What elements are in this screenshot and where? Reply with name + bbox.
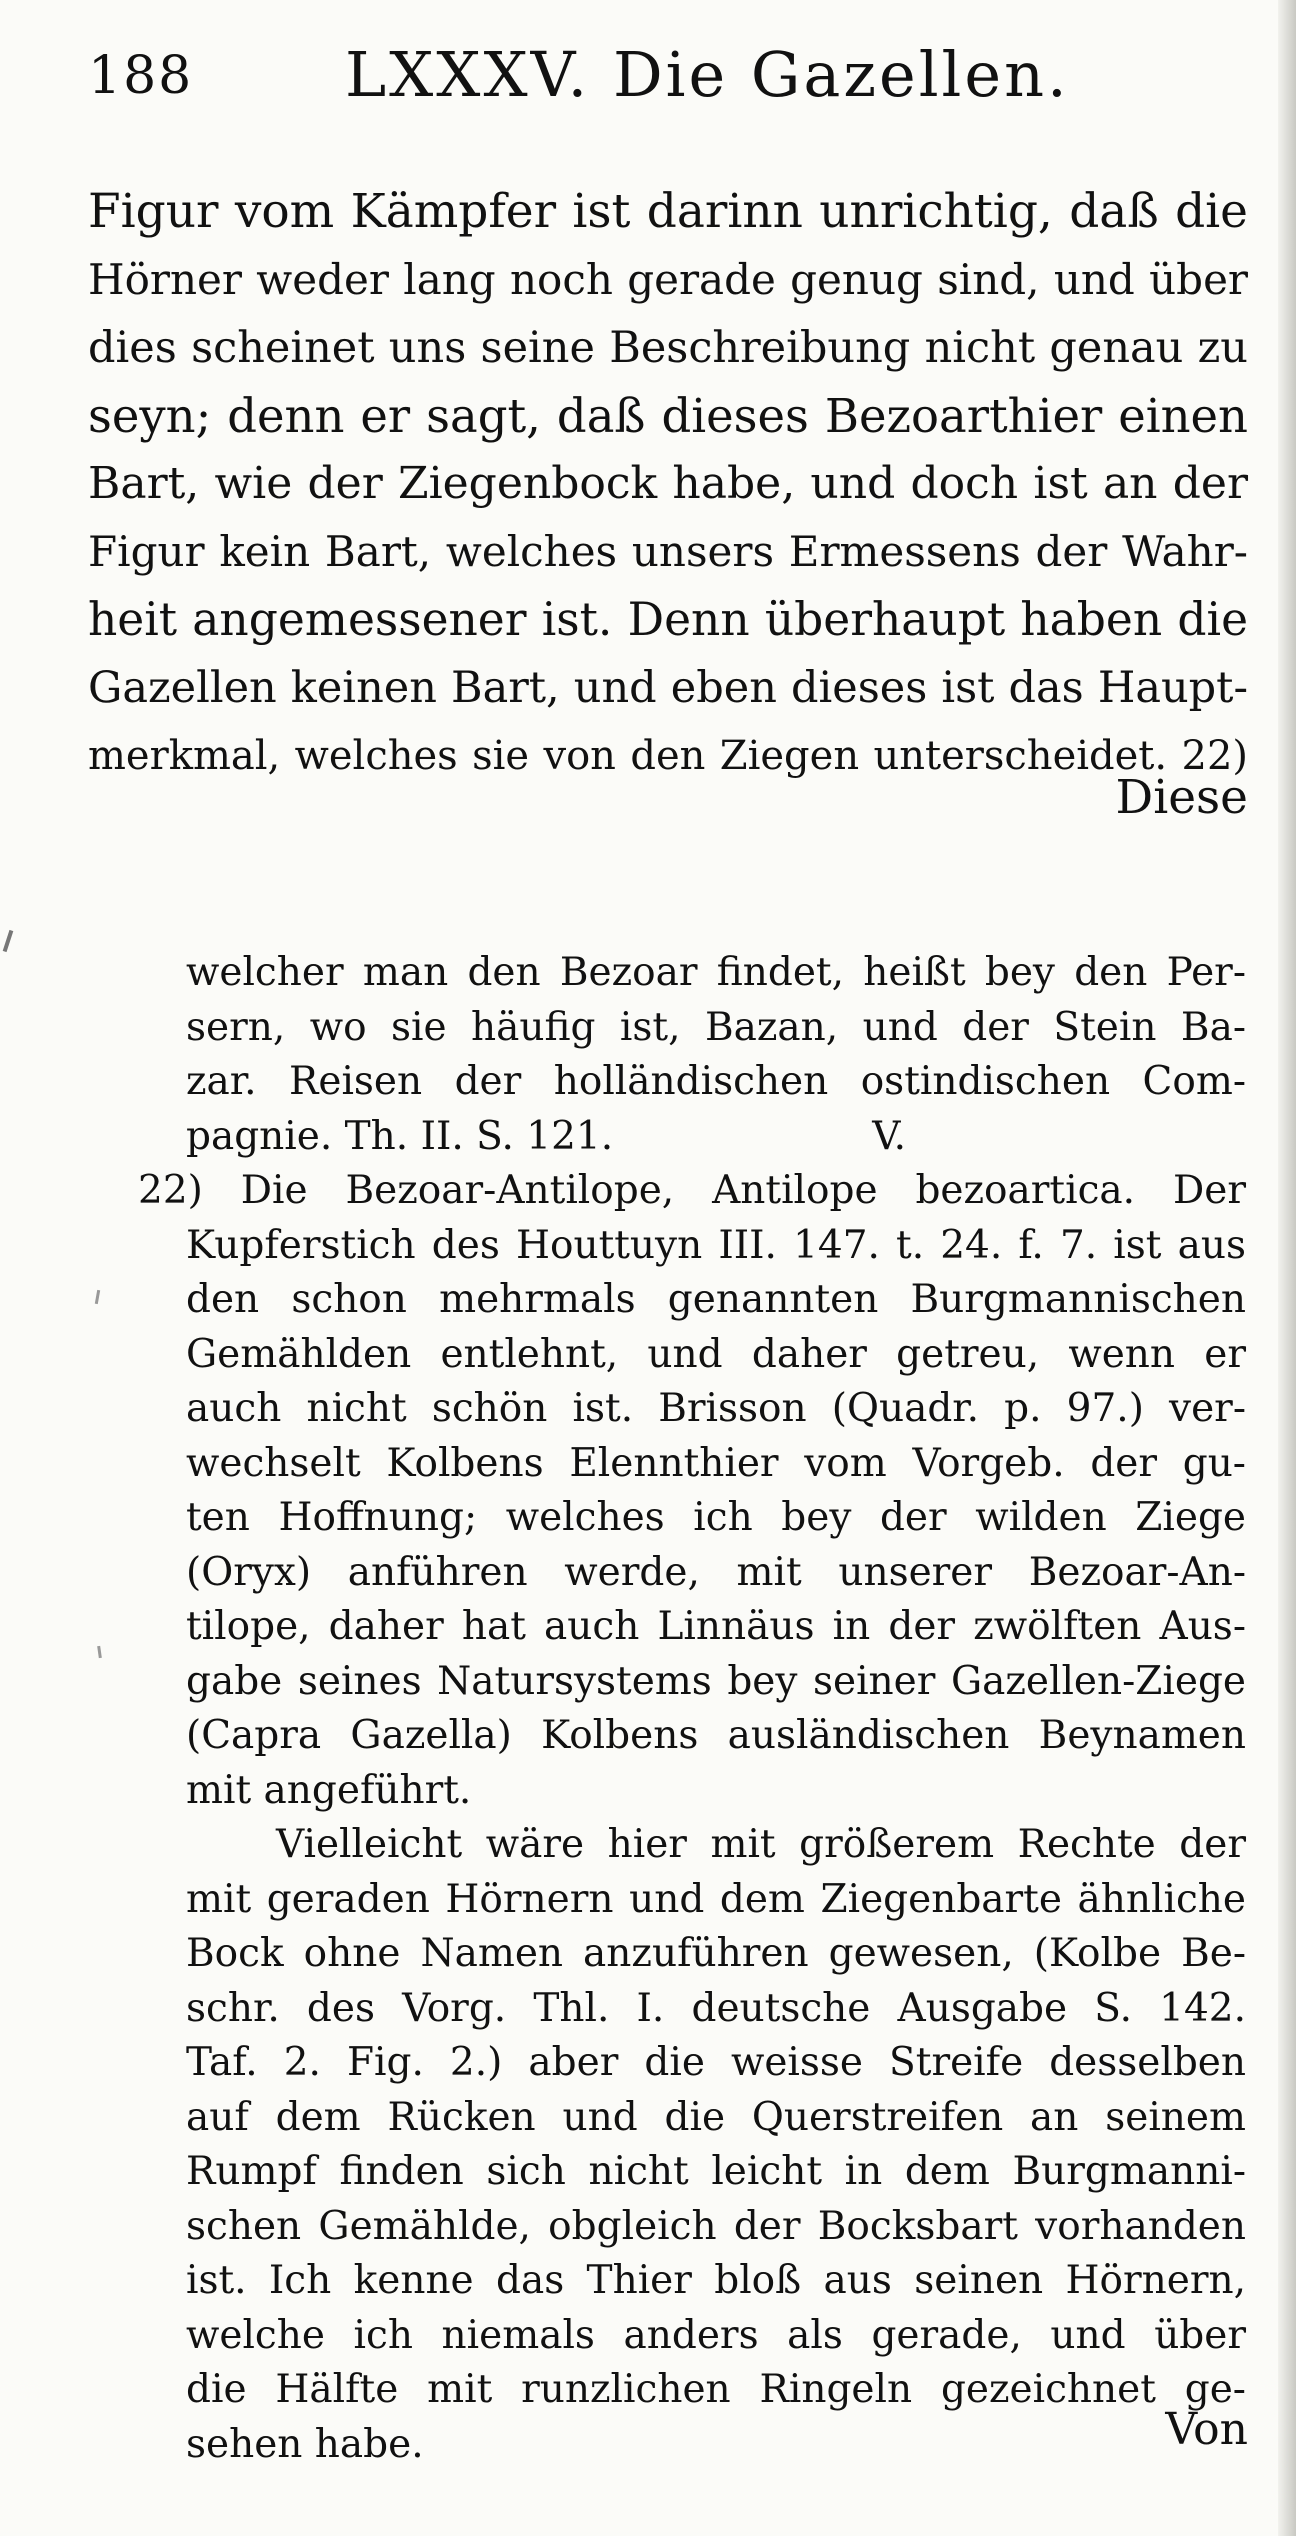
footnote-paragraph-line: schr. des Vorg. Thl. I. deutsche Ausgabe S. 142. [186, 1985, 1246, 2031]
margin-mark [3, 930, 14, 952]
footnote-22-line: mit angeführt. [186, 1767, 472, 1813]
footnote-signature: V. [872, 1113, 906, 1159]
footnote-paragraph-line: mit geraden Hörnern und dem Ziegenbarte ähnliche [186, 1876, 1246, 1922]
main-text-line: Figur kein Bart, welches unsers Ermessens der Wahr- [88, 527, 1248, 576]
footnote-line: welcher man den Bezoar findet, heißt bey den Per- [186, 950, 1246, 995]
footnote-22-line: (Capra Gazella) Kolbens ausländischen Beynamen [186, 1713, 1246, 1758]
main-text-line: dies scheinet uns seine Beschreibung nicht genau zu [88, 323, 1248, 373]
footnote-paragraph-line: Vielleicht wäre hier mit größerem Rechte der [276, 1822, 1246, 1867]
main-text-block [88, 178, 1248, 790]
footnote-paragraph-line: auf dem Rücken und die Querstreifen an seinem [186, 2094, 1246, 2140]
catchword: Diese [1115, 770, 1248, 825]
page-gutter-shadow [1278, 0, 1296, 2536]
footnote-22-line: (Oryx) anführen werde, mit unserer Bezoar-An- [186, 1549, 1246, 1595]
footnote-line: sern, wo sie häufig ist, Bazan, und der Stein Ba- [186, 1004, 1246, 1050]
footnote-paragraph-line: Bock ohne Namen anzuführen gewesen, (Kolbe Be- [186, 1931, 1246, 1976]
page-number: 188 [88, 46, 194, 106]
catchword: Von [1165, 2404, 1248, 2455]
footnote-paragraph-line: welche ich niemals anders als gerade, und über [186, 2312, 1246, 2358]
footnote-paragraph-line: die Hälfte mit runzlichen Ringeln gezeichnet ge- [186, 2367, 1246, 2412]
main-text-line: seyn; denn er sagt, daß dieses Bezoarthier einen [88, 389, 1248, 443]
footnote-paragraph-line: ist. Ich kenne das Thier bloß aus seinen Hörnern, [186, 2258, 1246, 2303]
footnote-22-line: ten Hoffnung; welches ich bey der wilden Ziege [186, 1495, 1246, 1540]
main-text-line: heit angemessener ist. Denn überhaupt haben die [88, 593, 1248, 646]
footnote-22-line: gabe seines Natursystems bey seiner Gazellen-Ziege [186, 1658, 1246, 1704]
margin-mark [95, 1290, 100, 1304]
page-header [60, 30, 1240, 120]
main-text-line: merkmal, welches sie von den Ziegen unterscheidet. 22) [88, 733, 1248, 779]
main-text-line: Bart, wie der Ziegenbock habe, und doch ist an der [88, 458, 1248, 509]
running-title: LXXXV. Die Gazellen. [345, 38, 1070, 111]
footnote-22-line: tilope, daher hat auch Linnäus in der zwölften Aus- [186, 1604, 1246, 1649]
footnote-22-line: Kupferstich des Houttuyn III. 147. t. 24. f. 7. ist aus [186, 1222, 1246, 1268]
footnote-line: zar. Reisen der holländischen ostindischen Com- [186, 1059, 1246, 1104]
footnotes-block [138, 946, 1246, 2472]
footnote-line [186, 1110, 1246, 1165]
footnote-paragraph-line: schen Gemählde, obgleich der Bocksbart vorhanden [186, 2203, 1246, 2249]
footnote-22-line: Gemählden entlehnt, und daher getreu, wenn er [186, 1331, 1246, 1377]
footnote-22-line: wechselt Kolbens Elennthier vom Vorgeb. der gu- [186, 1440, 1246, 1486]
main-text-line: Figur vom Kämpfer ist darinn unrichtig, daß die [88, 184, 1248, 239]
main-text-line: Hörner weder lang noch gerade genug sind, und über [88, 255, 1248, 304]
footnote-paragraph-line: sehen habe. [186, 2421, 424, 2467]
margin-mark [97, 1646, 102, 1658]
footnote-22-line: den schon mehrmals genannten Burgmannischen [186, 1277, 1246, 1322]
footnote-22-line: 22) Die Bezoar-Antilope, Antilope bezoartica. Der [138, 1168, 1246, 1213]
footnote-paragraph-line: Rumpf finden sich nicht leicht in dem Burgmanni- [186, 2149, 1246, 2194]
footnote-text: pagnie. Th. II. S. 121. [186, 1113, 614, 1159]
footnote-paragraph-line: Taf. 2. Fig. 2.) aber die weisse Streife desselben [186, 2040, 1246, 2085]
footnote-22-line: auch nicht schön ist. Brisson (Quadr. p. 97.) ver- [186, 1386, 1246, 1431]
main-text-line: Gazellen keinen Bart, und eben dieses ist das Haupt- [88, 663, 1248, 713]
